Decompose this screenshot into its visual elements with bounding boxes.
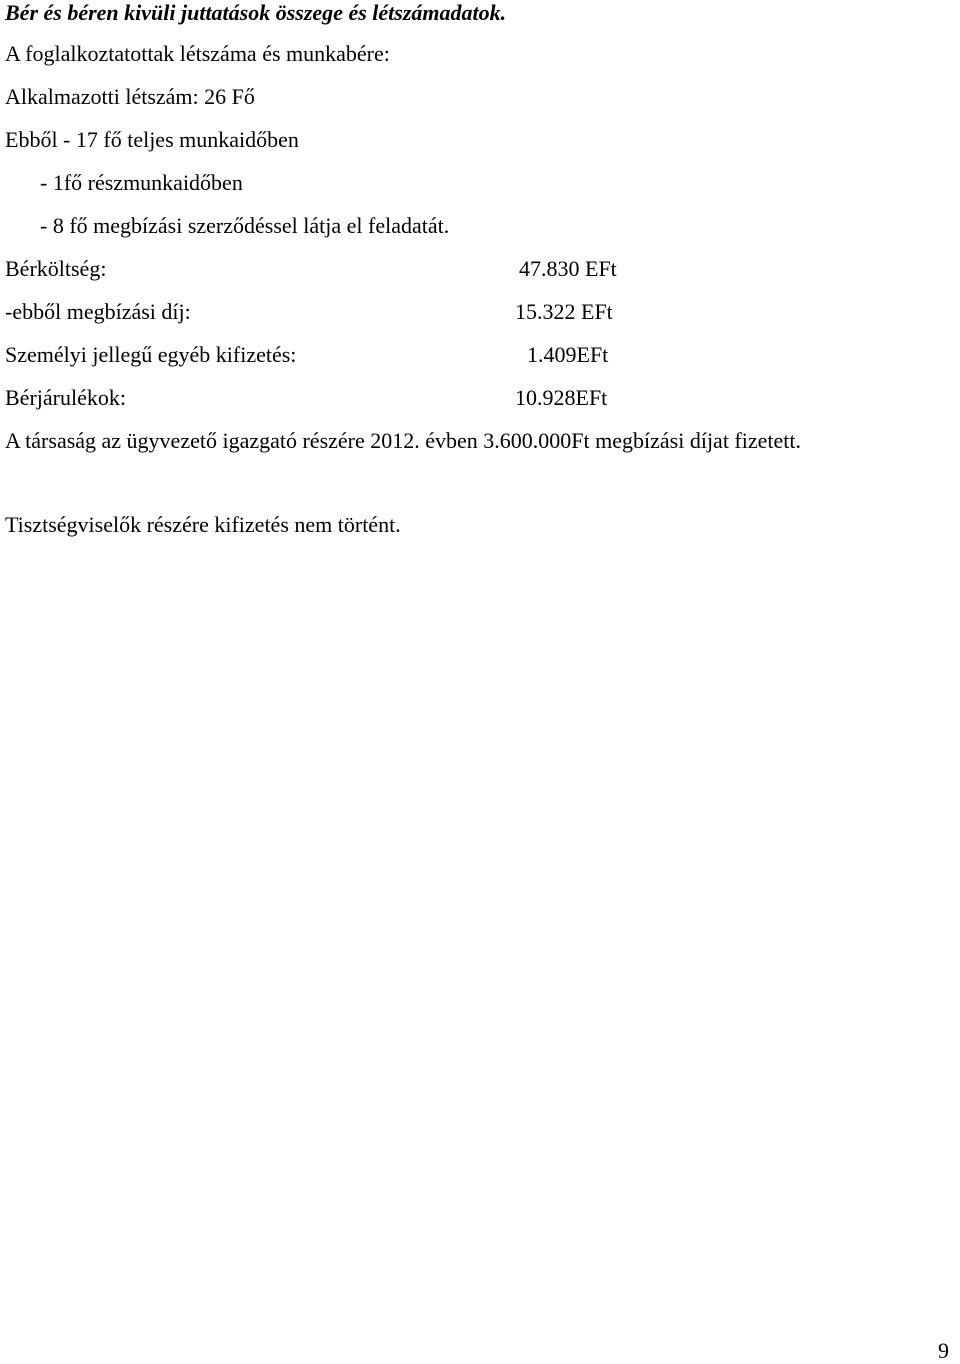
cost-label-contract-fee: -ebből megbízási díj: xyxy=(5,299,191,324)
page-number: 9 xyxy=(938,1338,949,1363)
cost-value-other-payments: 1.409EFt xyxy=(527,342,609,367)
headcount-text: Alkalmazotti létszám: 26 Fő xyxy=(5,84,255,109)
cost-label-contributions: Bérjárulékok: xyxy=(5,385,126,410)
cost-value-contract-fee: 15.322 EFt xyxy=(515,299,613,324)
director-note: A társaság az ügyvezető igazgató részére 2012. évben 3.600.000Ft megbízási díjat fizetett. xyxy=(5,428,801,453)
breakdown-part-time: - 1fő részmunkaidőben xyxy=(40,170,243,195)
breakdown-full-time: Ebből - 17 fő teljes munkaidőben xyxy=(5,127,299,152)
breakdown-contract: - 8 fő megbízási szerződéssel látja el feladatát. xyxy=(40,213,450,238)
intro-text: A foglalkoztatottak létszáma és munkabére: xyxy=(5,41,390,66)
cost-value-wage: 47.830 EFt xyxy=(519,256,617,281)
cost-value-contributions: 10.928EFt xyxy=(515,385,608,410)
cost-label-wage: Bérköltség: xyxy=(5,256,107,281)
section-title: Bér és béren kivüli juttatások összege és létszámadatok. xyxy=(5,0,507,25)
cost-label-other-payments: Személyi jellegű egyéb kifizetés: xyxy=(5,342,297,367)
officials-note: Tisztségviselők részére kifizetés nem történt. xyxy=(5,512,401,537)
